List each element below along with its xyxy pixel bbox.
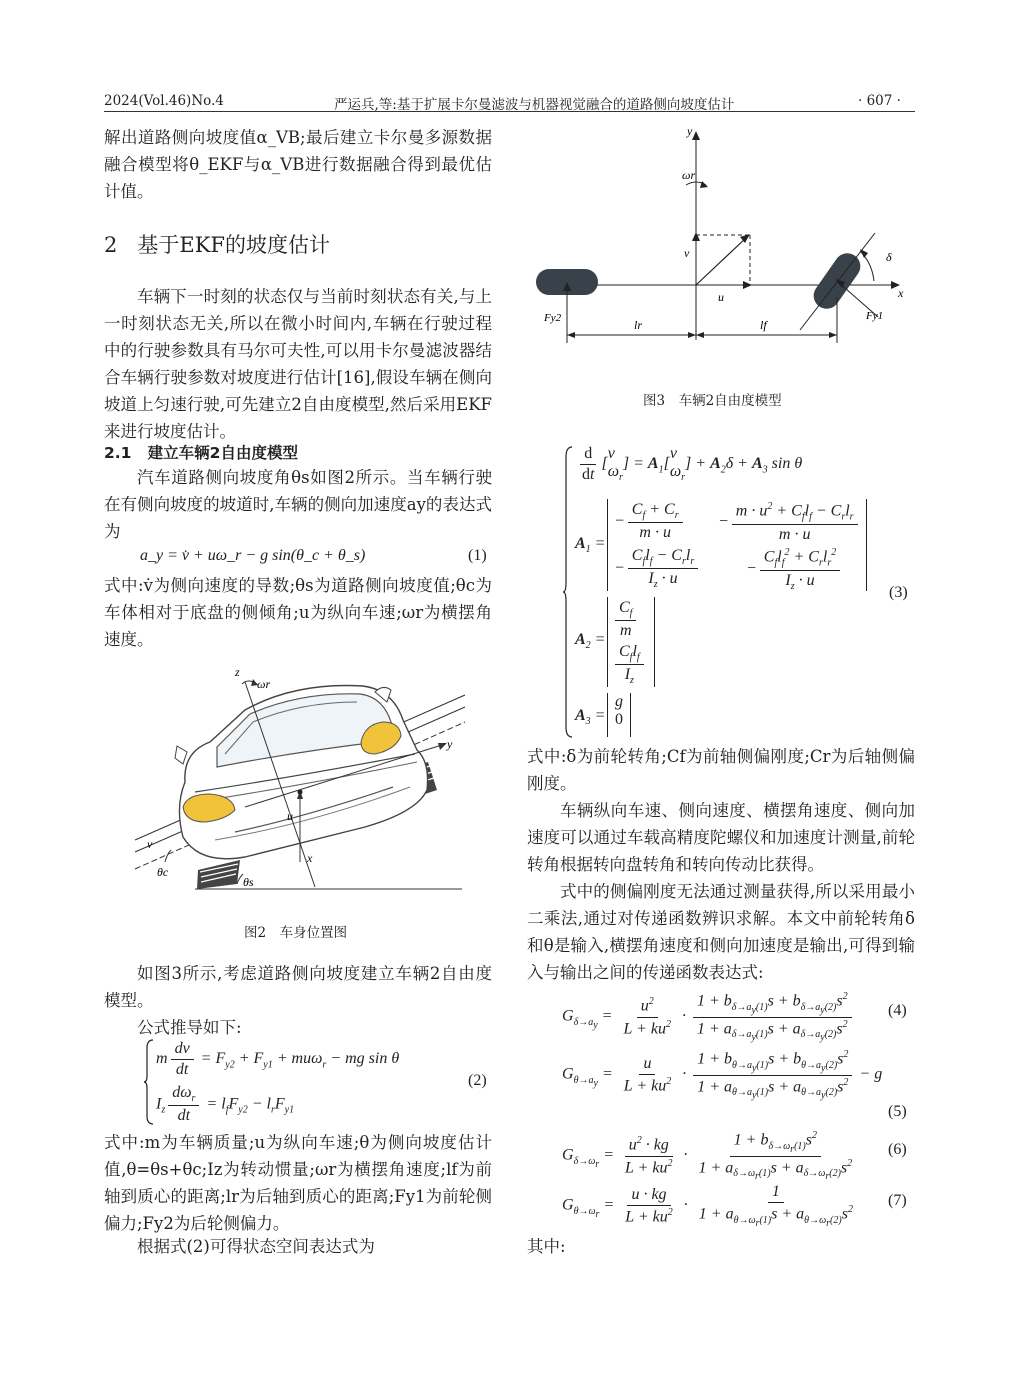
fig3-label-y: y xyxy=(687,125,693,138)
equation-3: $\frac{d}{dt}$ [ v $\omega_r$ ] = $A_1$[ v $\omega_r$ ] + $A_2\delta + A_3$ sin θ $A_1$ = − $\frac{C_f + C_r}{m \cdot u}$ − $\frac{m \cdot u^2 + C_fl_f - C_rl_r}{m \cdot u}$ − $\frac{C_fl_f - C_rl_r}{I_z \cdot u}$ − $\frac{C_fl_f^2 + C_rl_r^2}{I_z \cdot u}$ $A_2$ = $\frac{C_f}{m}$ $\frac{C_fl_f}{I_z}$ $A_3$ = g 0 xyxy=(563,445,883,741)
equation-2: m $\frac{dv}{dt}$ = $F_{y2} + F_{y1} + mu\omega_r$ − mg sin θ $I_z$ $\frac{d\omega_r}{dt}$ = $l_fF_{y2} - l_rF_{y1}$ xyxy=(144,1038,474,1128)
fig2-label-wr: ωr xyxy=(257,677,271,691)
header-title: 严运兵,等:基于扩展卡尔曼滤波与机器视觉融合的道路侧向坡度估计 xyxy=(334,97,735,113)
equation-7: $G_{\theta\to\omega_r}$ = $\frac{u \cdot kg}{L + ku^2}$ · $\frac{1}{1 + a_{\theta\to\omega_r(1)}s + a_{\theta\to\omega_r(2)}s^2}$ xyxy=(562,1183,853,1229)
figure-3-caption: 图3 车辆2自由度模型 xyxy=(643,393,782,409)
subsection-title: 建立车辆2自由度模型 xyxy=(147,444,298,462)
paragraph-slope-angle: 汽车道路侧向坡度角θs如图2所示。当车辆行驶在有侧向坡度的坡道时,车辆的侧向加速度ay的表达式为 xyxy=(104,468,492,541)
paragraph-markov: 车辆下一时刻的状态仅与当前时刻状态有关,与上一时刻状态无关,所以在微小时间内,车辆在行驶过程中的行驶参数具有马尔可夫性,可以用卡尔曼滤波器结合车辆行驶参数对坡度进行估计[16],假设车辆在侧向坡道上匀速行驶,可先建立2自由度模型,然后采用EKF来进行坡度估计。 xyxy=(104,287,492,441)
equation-4-number: (4) xyxy=(888,1002,907,1019)
fig2-label-x: x xyxy=(307,851,313,865)
equation-3-number: (3) xyxy=(889,584,908,601)
equation-1-number: (1) xyxy=(468,547,487,564)
equation-2-number: (2) xyxy=(468,1072,487,1089)
paragraph-sensors: 车辆纵向车速、侧向速度、横摆角速度、侧向加速度可以通过车载高精度陀螺仪和加速度计测量,前轮转角根据转向盘转角和转向传动比获得。 xyxy=(527,801,915,874)
paragraph-where: 其中: xyxy=(527,1237,566,1256)
paragraph-eq1-symbols: 式中:v̇为侧向速度的导数;θs为道路侧向坡度值;θc为车体相对于底盘的侧倾角;u为纵向车速;ωr为横摆角速度。 xyxy=(104,576,492,649)
equation-3-brace xyxy=(563,445,573,740)
equation-5: $G_{\theta\to a_y}$ = $\frac{u}{L + ku^2}$ · $\frac{1 + b_{\theta\to a_y(1)}s + b_{\theta\to a_y(2)}s^2}{1 + a_{\theta\to a_y(1)}s + a_{\theta\to a_y(2)}s^2}$ − g xyxy=(562,1049,883,1102)
subsection-heading xyxy=(104,441,298,463)
header-rule xyxy=(104,111,915,112)
paragraph-derivation: 公式推导如下: xyxy=(137,1018,242,1037)
fig3-label-lr: lr xyxy=(634,318,643,332)
left-mirror xyxy=(175,746,187,764)
fig3-label-x: x xyxy=(898,286,904,300)
equation-6-number: (6) xyxy=(888,1141,907,1158)
paragraph-state-space: 根据式(2)可得状态空间表达式为 xyxy=(137,1237,375,1256)
fig2-label-u: u xyxy=(287,809,293,823)
fig2-label-z: z xyxy=(235,665,240,679)
header-journal: 2024(Vol.46)No.4 xyxy=(104,93,224,109)
section-number: 2 xyxy=(104,233,118,257)
paragraph-intro-end: 解出道路侧向坡度值α_VB;最后建立卡尔曼多源数据融合模型将θ_EKF与α_VB进行数据融合得到最优估计值。 xyxy=(104,128,492,201)
section-title: 基于EKF的坡度估计 xyxy=(137,233,330,257)
equation-1: a_y = v̇ + uω_r − g sin(θ_c + θ_s) xyxy=(140,547,366,564)
equation-2-brace xyxy=(144,1038,154,1126)
figure-2-car-body-position xyxy=(125,662,470,897)
equation-7-number: (7) xyxy=(888,1192,907,1209)
fig3-label-fy2: Fy2 xyxy=(544,312,562,324)
paragraph-eq2-symbols: 式中:m为车辆质量;u为纵向车速;θ为侧向坡度估计值,θ=θs+θc;Iz为转动惯量;ωr为横摆角速度;lf为前轴到质心的距离;lr为后轴到质心的距离;Fy1为前轮侧偏力;Fy2为后轮侧偏力。 xyxy=(104,1133,492,1233)
section-heading xyxy=(104,229,330,259)
equation-6: $G_{\delta\to\omega_r}$ = $\frac{u^2 \cdot kg}{L + ku^2}$ · $\frac{1 + b_{\delta\to\omega_r(1)}s^2}{1 + a_{\delta\to\omega_r(1)}s + a_{\delta\to\omega_r(2)}s^2}$ xyxy=(562,1130,853,1183)
fig3-label-fy1: Fy1 xyxy=(866,310,884,322)
subsection-number: 2.1 xyxy=(104,444,132,462)
header-page: · 607 · xyxy=(858,93,901,109)
figure-3-2dof-model xyxy=(530,125,915,380)
fig3-label-v: v xyxy=(684,246,690,260)
figure-2-caption: 图2 车身位置图 xyxy=(244,925,348,941)
fig3-label-delta: δ xyxy=(886,250,892,264)
fig2-label-thc: θc xyxy=(157,865,169,879)
left-tire xyxy=(197,860,240,889)
paragraph-fig3-intro: 如图3所示,考虑道路侧向坡度建立车辆2自由度模型。 xyxy=(104,964,492,1010)
paragraph-transfer-function: 式中的侧偏刚度无法通过测量获得,所以采用最小二乘法,通过对传递函数辨识求解。本文中前轮转角δ和θ是输入,横摆角速度和侧向加速度是输出,可得到输入与输出之间的传递函数表达式: xyxy=(527,882,915,982)
paragraph-eq3-symbols: 式中:δ为前轮转角;Cf为前轴侧偏刚度;Cr为后轴侧偏刚度。 xyxy=(527,747,915,793)
equation-4: $G_{\delta\to a_y}$ = $\frac{u^2}{L + ku^2}$ · $\frac{1 + b_{\delta\to a_y(1)}s + b_{\delta\to a_y(2)}s^2}{1 + a_{\delta\to a_y(1)}s + a_{\delta\to a_y(2)}s^2}$ xyxy=(562,991,855,1043)
fig2-label-v: v xyxy=(147,837,153,851)
fig2-label-ths: θs xyxy=(243,875,254,889)
equation-5-number: (5) xyxy=(888,1103,907,1120)
fig2-label-y: y xyxy=(447,737,453,751)
fig3-label-lf: lf xyxy=(760,318,767,332)
fig3-label-wr: ωr xyxy=(682,168,696,182)
fig3-label-u: u xyxy=(718,290,724,304)
